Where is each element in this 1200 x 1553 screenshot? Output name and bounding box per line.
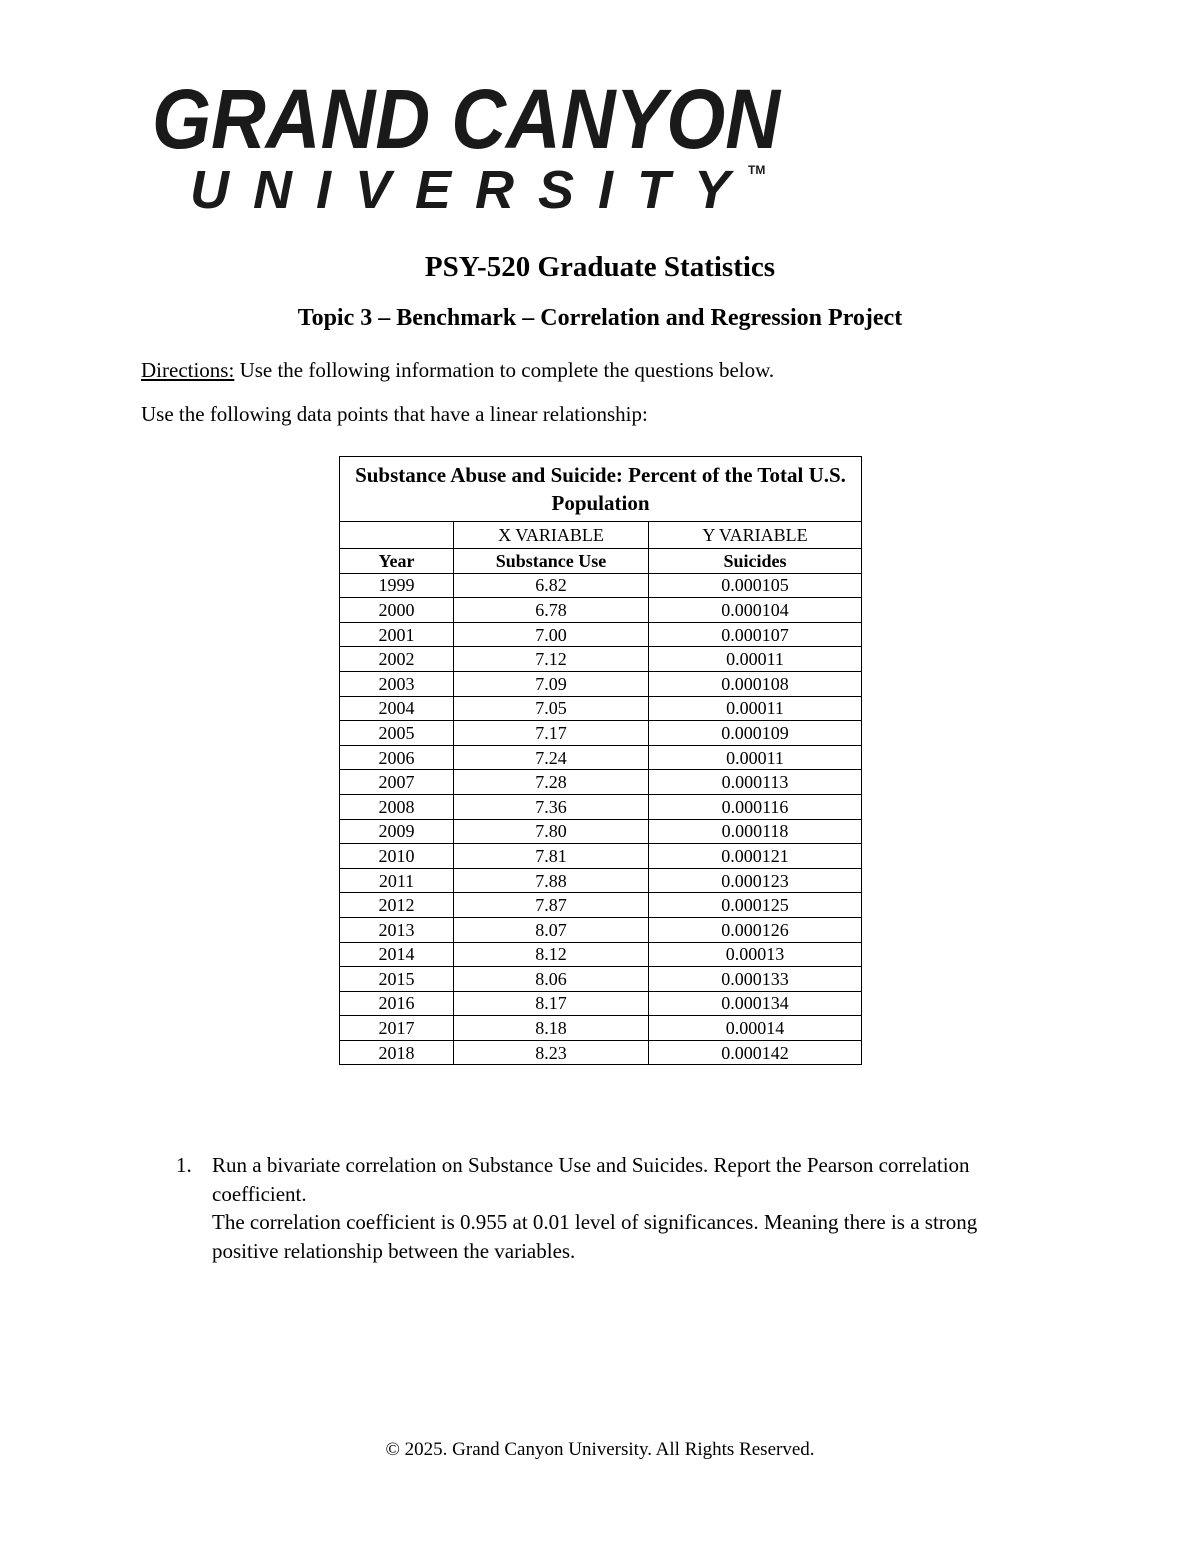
cell-substance-use: 8.12 [454, 942, 649, 967]
cell-suicides: 0.000134 [649, 991, 862, 1016]
table-row [340, 967, 862, 992]
table-row [340, 573, 862, 598]
cell-year: 2002 [340, 647, 454, 672]
table-row [340, 598, 862, 623]
cell-year: 2003 [340, 671, 454, 696]
cell-year: 2000 [340, 598, 454, 623]
cell-substance-use: 7.00 [454, 622, 649, 647]
table-row [340, 770, 862, 795]
column-header-substance-use: Substance Use [454, 549, 649, 574]
cell-substance-use: 7.09 [454, 671, 649, 696]
table-row [340, 1016, 862, 1041]
column-header-suicides: Suicides [649, 549, 862, 574]
table-row [340, 721, 862, 746]
table-row [340, 622, 862, 647]
cell-substance-use: 7.80 [454, 819, 649, 844]
cell-suicides: 0.000104 [649, 598, 862, 623]
cell-suicides: 0.000108 [649, 671, 862, 696]
cell-year: 2008 [340, 794, 454, 819]
data-table [339, 456, 862, 1065]
column-header-year: Year [340, 549, 454, 574]
table-row [340, 868, 862, 893]
table-caption: Substance Abuse and Suicide: Percent of the Total U.S. Population [340, 457, 862, 522]
cell-substance-use: 8.23 [454, 1040, 649, 1065]
cell-year: 2018 [340, 1040, 454, 1065]
cell-suicides: 0.000113 [649, 770, 862, 795]
cell-substance-use: 8.17 [454, 991, 649, 1016]
table-body [340, 573, 862, 1065]
table-row [340, 1040, 862, 1065]
cell-substance-use: 8.07 [454, 917, 649, 942]
table-row [340, 696, 862, 721]
cell-suicides: 0.00011 [649, 745, 862, 770]
cell-year: 2006 [340, 745, 454, 770]
question-1 [176, 1151, 1036, 1265]
cell-suicides: 0.000109 [649, 721, 862, 746]
cell-suicides: 0.000105 [649, 573, 862, 598]
cell-suicides: 0.00011 [649, 647, 862, 672]
cell-suicides: 0.000118 [649, 819, 862, 844]
y-variable-label: Y VARIABLE [649, 522, 862, 549]
table-row [340, 794, 862, 819]
cell-substance-use: 7.28 [454, 770, 649, 795]
cell-year: 2009 [340, 819, 454, 844]
table-row [340, 671, 862, 696]
logo-trademark: TM [748, 163, 766, 177]
cell-substance-use: 6.78 [454, 598, 649, 623]
table-row [340, 917, 862, 942]
cell-suicides: 0.000121 [649, 844, 862, 869]
table-row [340, 647, 862, 672]
cell-suicides: 0.000126 [649, 917, 862, 942]
logo-line2: UNIVERSITY [190, 160, 730, 218]
cell-suicides: 0.000123 [649, 868, 862, 893]
cell-year: 2015 [340, 967, 454, 992]
cell-year: 2014 [340, 942, 454, 967]
cell-suicides: 0.000107 [649, 622, 862, 647]
cell-substance-use: 7.36 [454, 794, 649, 819]
logo-wordmark-top [148, 78, 788, 158]
directions-text: Use the following information to complete the questions below. [234, 358, 775, 382]
cell-year: 2004 [340, 696, 454, 721]
cell-suicides: 0.00013 [649, 942, 862, 967]
logo-line1: GRAND CANYON [152, 78, 783, 158]
cell-suicides: 0.000142 [649, 1040, 862, 1065]
data-intro: Use the following data points that have a linear relationship: [141, 402, 648, 426]
x-variable-label: X VARIABLE [454, 522, 649, 549]
cell-year: 1999 [340, 573, 454, 598]
topic-title: Topic 3 – Benchmark – Correlation and Regression Project [297, 305, 903, 331]
cell-year: 2013 [340, 917, 454, 942]
cell-year: 2011 [340, 868, 454, 893]
cell-suicides: 0.00014 [649, 1016, 862, 1041]
table-row [340, 745, 862, 770]
copyright-footer: © 2025. Grand Canyon University. All Rights Reserved. [385, 1439, 815, 1460]
question-prompt: Run a bivariate correlation on Substance Use and Suicides. Report the Pearson correlation coefficient. [212, 1153, 970, 1206]
cell-substance-use: 7.17 [454, 721, 649, 746]
cell-substance-use: 8.18 [454, 1016, 649, 1041]
cell-substance-use: 8.06 [454, 967, 649, 992]
table-row [340, 942, 862, 967]
cell-year: 2012 [340, 893, 454, 918]
course-title: PSY-520 Graduate Statistics [424, 251, 776, 283]
cell-suicides: 0.000125 [649, 893, 862, 918]
cell-year: 2016 [340, 991, 454, 1016]
cell-substance-use: 6.82 [454, 573, 649, 598]
university-logo [148, 78, 788, 218]
cell-suicides: 0.00011 [649, 696, 862, 721]
cell-year: 2005 [340, 721, 454, 746]
question-answer: The correlation coefficient is 0.955 at 0.01 level of significances. Meaning there is a strong positive relationship between the variables. [212, 1210, 978, 1263]
cell-substance-use: 7.88 [454, 868, 649, 893]
table-row [340, 819, 862, 844]
logo-wordmark-bottom [188, 158, 788, 218]
cell-year: 2007 [340, 770, 454, 795]
table-row [340, 991, 862, 1016]
cell-substance-use: 7.81 [454, 844, 649, 869]
cell-suicides: 0.000116 [649, 794, 862, 819]
cell-year: 2010 [340, 844, 454, 869]
cell-suicides: 0.000133 [649, 967, 862, 992]
cell-substance-use: 7.12 [454, 647, 649, 672]
table-row [340, 844, 862, 869]
directions-paragraph [141, 356, 774, 384]
cell-substance-use: 7.24 [454, 745, 649, 770]
table-row [340, 893, 862, 918]
cell-substance-use: 7.05 [454, 696, 649, 721]
cell-year: 2017 [340, 1016, 454, 1041]
cell-substance-use: 7.87 [454, 893, 649, 918]
header-empty-cell [340, 522, 454, 549]
question-number: 1. [176, 1153, 192, 1177]
directions-label: Directions: [141, 358, 235, 382]
cell-year: 2001 [340, 622, 454, 647]
